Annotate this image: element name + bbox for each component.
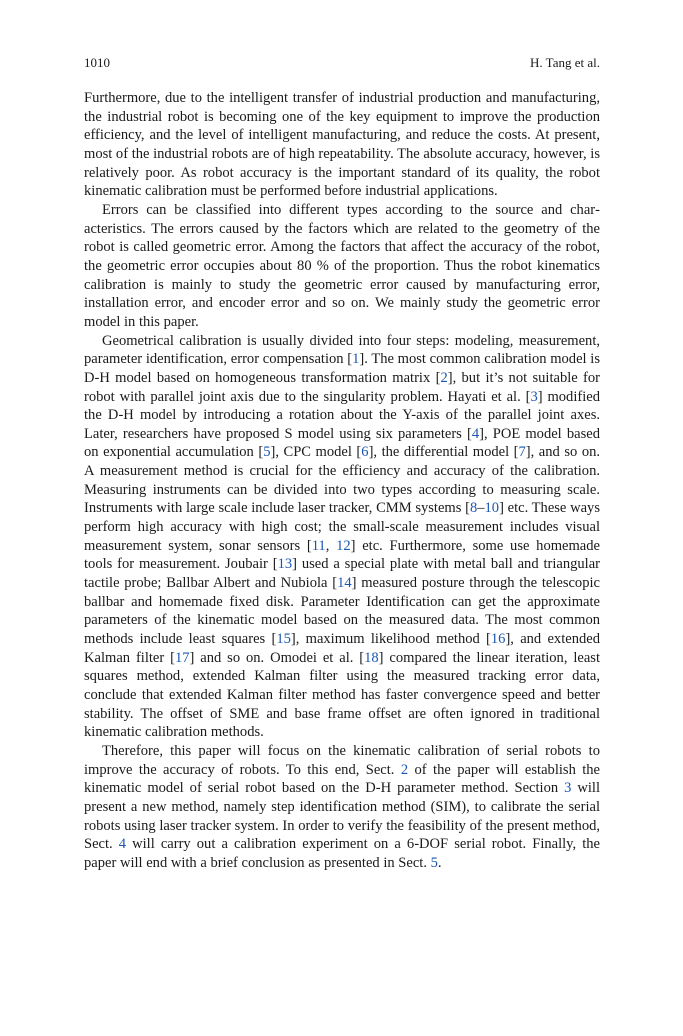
reference-link[interactable]: 13 xyxy=(277,556,293,573)
paragraph-text: ] used a special plate with metal ball and triangular tactile probe; Ballbar Albert and Nubiola [ xyxy=(84,556,601,592)
reference-link[interactable]: 11 xyxy=(311,537,326,554)
reference-link[interactable]: 6 xyxy=(361,444,369,461)
paragraph-text: ], CPC model [ xyxy=(270,444,362,461)
paragraph-text: ]. The most common calibration model is D-H model based on homogeneous transformation matrix [ xyxy=(84,351,600,386)
paragraph-text: will carry out a calibration experiment on a 6-DOF serial robot. Finally, the paper will end with a brief conclusion as presented in Sect. xyxy=(84,836,600,871)
reference-link[interactable]: 3 xyxy=(564,780,572,797)
reference-link[interactable]: 5 xyxy=(263,444,271,461)
body-text xyxy=(84,89,600,873)
reference-link[interactable]: 3 xyxy=(530,388,538,405)
reference-link[interactable]: 2 xyxy=(400,761,409,778)
paragraph-text: will present a new method, namely step identification method (SIM), to calibrate the serial robots using laser tracker system. In order to verify the feasibility of the present method, Sect. xyxy=(84,780,600,853)
reference-link[interactable]: 17 xyxy=(174,649,190,666)
reference-link[interactable]: 8 xyxy=(469,500,478,517)
running-author: H. Tang et al. xyxy=(530,55,600,70)
paragraph-text: ] and so on. Omodei et al. [ xyxy=(189,649,365,666)
paragraph-text: – xyxy=(477,500,485,517)
reference-link[interactable]: 5 xyxy=(430,854,438,871)
paragraph-text: ] modified the D-H model by introducing a rotation about the Y-axis of the parallel joint axes. Later, researchers have proposed S model using six parameters [ xyxy=(84,388,600,442)
paragraph-text: ], but it’s not suitable for robot with parallel joint axis due to the singularity problem. Hayati et al. [ xyxy=(84,369,600,405)
paragraph-text: Geometrical calibration is usually divided into four steps: modeling, measurement, parameter identification, error compensation [ xyxy=(84,332,600,368)
paragraph-text: ], and so on. A measurement method is crucial for the efficiency and accuracy of the calibration. Measuring instruments can be divided into two types according to measuring scale. Instruments with large scale include laser tracker, CMM systems [ xyxy=(84,444,600,517)
paragraph-error-classification xyxy=(84,201,600,332)
paragraph-intro-industrial-robots xyxy=(84,89,600,201)
reference-link[interactable]: 18 xyxy=(364,649,379,666)
reference-link[interactable]: 15 xyxy=(276,631,291,648)
paragraph-text: Furthermore, due to the intelligent transfer of industrial production and manufacturing, the industrial robot is becoming one of the key equipment to improve the production efficiency, and the level of intelligent manufacturing, and reduce the costs. At present, most of the industrial robots are of high repeatability. The absolute accuracy, however, is relatively poor. As robot accuracy is the important standard of its quality, the robot kinematic calibration must be performed before industrial applications. xyxy=(84,90,600,200)
paragraph-text: ], maximum likelihood method [ xyxy=(290,631,491,648)
reference-link[interactable]: 16 xyxy=(490,631,506,648)
running-head xyxy=(84,55,600,73)
paragraph-text: ], POE model based on exponential accumulation [ xyxy=(84,425,600,461)
reference-link[interactable]: 10 xyxy=(484,500,500,517)
paragraph-text: ] compared the linear iteration, least squares method, extended Kalman filter using the measured tracking error data, conclude that extended Kalman filter method has faster convergence speed and better stability. The offset of SME and base frame offset are often ignored in traditional kinematic calibration methods. xyxy=(84,649,601,741)
reference-link[interactable]: 2 xyxy=(440,369,448,386)
reference-link[interactable]: 1 xyxy=(352,351,360,368)
reference-link[interactable]: 4 xyxy=(471,425,480,442)
paragraph-text: of the paper will establish the kinematic model of serial robot based on the D-H parameter method. Section xyxy=(84,761,601,797)
page-number: 1010 xyxy=(84,55,110,70)
reference-link[interactable]: 12 xyxy=(336,537,351,554)
paragraph-text: ] measured posture through the telescopic ballbar and homemade fixed disk. Parameter Identification can get the approximate parameters of the kinematic model based on the measured data. The most common methods include least squares [ xyxy=(84,575,600,648)
paragraph-text: , xyxy=(325,537,337,554)
reference-link[interactable]: 7 xyxy=(518,444,526,461)
paragraph-text: ] etc. These ways perform high accuracy with high cost; the small-scale measurement includes visual measurement system, sonar sensors [ xyxy=(84,500,600,554)
paragraph-text: ] etc. Furthermore, some use homemade tools for measurement. Joubair [ xyxy=(84,537,600,573)
paragraph-text: ], the differential model [ xyxy=(368,444,519,461)
paragraph-text: ], and extended Kalman filter [ xyxy=(84,631,600,666)
paragraph-text: . xyxy=(437,854,442,871)
paragraph-text: Errors can be classified into different types according to the source and characteristics. The errors caused by the factors which are related to the geometry of the robot is called geometric error. Among the factors that affect the accuracy of the robot, the geometric error occupies about 80 % of the proportion. Thus the robot kinematics calibration is mainly to study the geometric error caused by manufacturing error, installation error, and encoder error and so on. We mainly study the geometric error model in this paper. xyxy=(84,201,600,330)
paragraph-text: Therefore, this paper will focus on the kinematic calibration of serial robots to improve the accuracy of robots. To this end, Sect. xyxy=(84,742,600,778)
paragraph-paper-outline xyxy=(84,742,600,873)
paragraph-calibration-review xyxy=(84,332,600,742)
reference-link[interactable]: 14 xyxy=(337,575,352,592)
reference-link[interactable]: 4 xyxy=(118,836,127,853)
